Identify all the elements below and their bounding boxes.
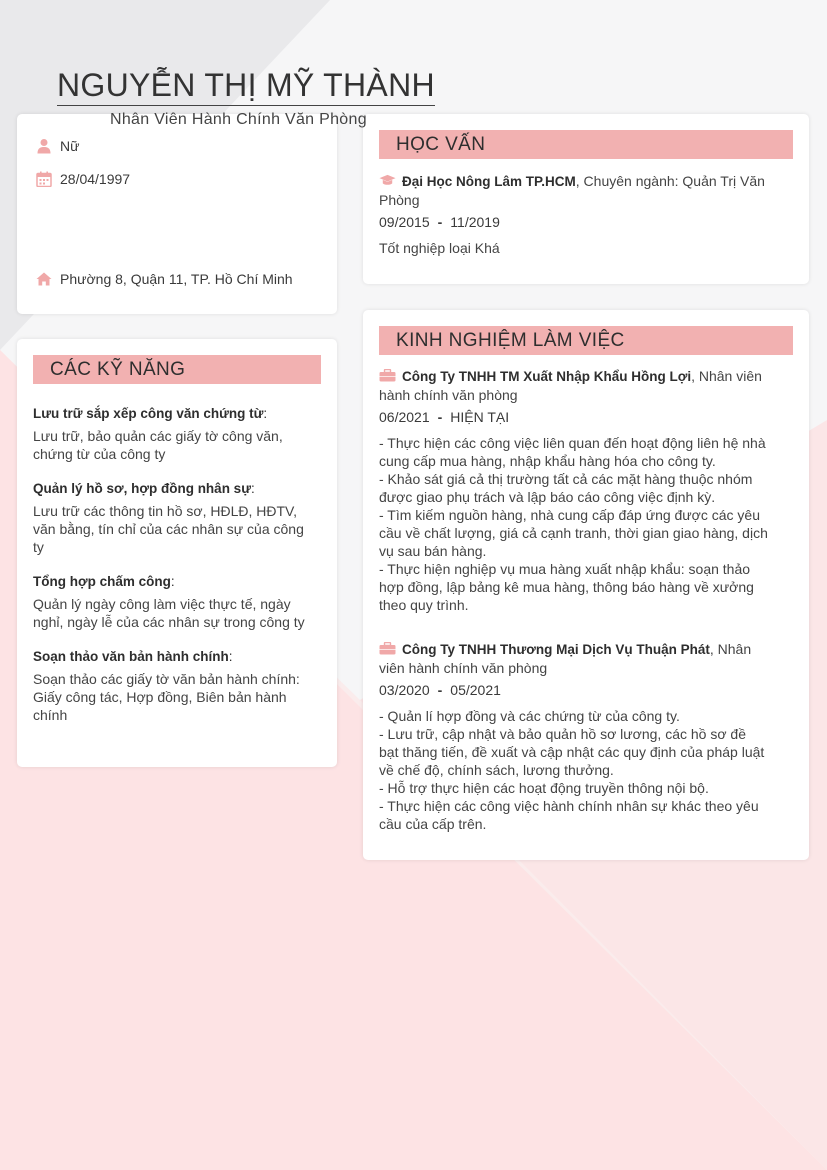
skills-card xyxy=(17,339,337,767)
birthdate-value: 28/04/1997 xyxy=(60,171,131,187)
duty-line: - Lưu trữ, cập nhật và bảo quản hồ sơ lương, các hồ sơ đề bạt thăng tiến, đề xuất và cập nhật các quy định của pháp luật về chế độ, chính sách, lương thưởng. xyxy=(379,726,765,778)
job-start: 03/2020 xyxy=(379,682,430,698)
briefcase-icon xyxy=(379,369,396,382)
education-major: , Chuyên ngành: Quản Trị Văn Phòng xyxy=(379,173,765,208)
home-icon xyxy=(36,271,52,287)
job-duties xyxy=(379,434,769,614)
experience-card xyxy=(363,310,809,860)
duty-line: - Khảo sát giá cả thị trường tất cả các mặt hàng thuộc nhóm được giao phụ trách và lập báo cáo công việc định kỳ. xyxy=(379,471,753,505)
user-icon xyxy=(36,138,52,154)
skill-name: Tổng hợp chấm công xyxy=(33,574,171,589)
skill-item: Lưu trữ sắp xếp công văn chứng từ: Lưu trữ, bảo quản các giấy tờ công văn, chứng từ của công ty xyxy=(33,405,313,463)
skill-description: Lưu trữ, bảo quản các giấy tờ công văn, chứng từ của công ty xyxy=(33,428,283,462)
personal-info-card xyxy=(17,114,337,314)
education-note: Tốt nghiệp loại Khá xyxy=(379,240,500,256)
job-duties xyxy=(379,707,769,833)
job-start: 06/2021 xyxy=(379,409,430,425)
job-position: , Nhân viên hành chính văn phòng xyxy=(379,368,762,403)
address-value: Phường 8, Quận 11, TP. Hồ Chí Minh xyxy=(60,271,293,287)
skill-name: Soạn thảo văn bản hành chính xyxy=(33,649,229,664)
skill-item: Soạn thảo văn bản hành chính: Soạn thảo các giấy tờ văn bản hành chính: Giấy công tác, Hợp đồng, Biên bản hành chính xyxy=(33,648,313,724)
school-name: Đại Học Nông Lâm TP.HCM xyxy=(402,174,576,189)
skill-description: Soạn thảo các giấy tờ văn bản hành chính: Giấy công tác, Hợp đồng, Biên bản hành chính xyxy=(33,671,300,723)
skill-description: Lưu trữ các thông tin hồ sơ, HĐLĐ, HĐTV, văn bằng, tín chỉ của các nhân sự của công ty xyxy=(33,503,304,555)
education-card xyxy=(363,114,809,284)
education-end: 11/2019 xyxy=(450,214,500,230)
job-dates: 03/2020 - 05/2021 xyxy=(379,682,501,698)
job-entry xyxy=(379,367,769,614)
skill-description: Quản lý ngày công làm việc thực tế, ngày nghỉ, ngày lễ của các nhân sự trong công ty xyxy=(33,596,305,630)
skill-item: Quản lý hồ sơ, hợp đồng nhân sự: Lưu trữ các thông tin hồ sơ, HĐLĐ, HĐTV, văn bằng, tín chỉ của các nhân sự của công ty xyxy=(33,480,313,556)
job-dates: 06/2021 - HIỆN TẠI xyxy=(379,409,510,425)
job-position: , Nhân viên hành chính văn phòng xyxy=(379,641,752,676)
job-end: HIỆN TẠI xyxy=(450,409,510,425)
skills-list xyxy=(33,405,313,741)
company-name: Công Ty TNHH TM Xuất Nhập Khẩu Hồng Lợi xyxy=(402,369,692,384)
calendar-icon xyxy=(36,171,52,187)
education-entry xyxy=(379,172,769,257)
duty-line: - Tìm kiếm nguồn hàng, nhà cung cấp đáp ứng được các yêu cầu về chất lượng, giá cả cạnh tranh, thời gian giao hàng, dịch vụ sau bán hàng. xyxy=(379,507,768,559)
gender-row xyxy=(36,138,79,154)
education-heading: HỌC VẤN xyxy=(379,130,793,159)
graduation-cap-icon xyxy=(379,174,396,187)
job-end: 05/2021 xyxy=(450,682,501,698)
duty-line: - Thực hiện các công việc liên quan đến hoạt động liên hệ nhà cung cấp mua hàng, nhập khẩu hàng hóa cho công ty. xyxy=(379,435,766,469)
skill-item: Tổng hợp chấm công: Quản lý ngày công làm việc thực tế, ngày nghỉ, ngày lễ của các nhân sự trong công ty xyxy=(33,573,313,631)
job-entry xyxy=(379,640,769,833)
gender-value: Nữ xyxy=(60,138,80,154)
company-name: Công Ty TNHH Thương Mại Dịch Vụ Thuận Phát xyxy=(402,642,710,657)
duty-line: - Thực hiện nghiệp vụ mua hàng xuất nhập khẩu: soạn thảo hợp đồng, lập bảng kê mua hàng, thông báo hàng về xưởng theo quy trình. xyxy=(379,561,754,613)
skill-name: Lưu trữ sắp xếp công văn chứng từ xyxy=(33,406,264,421)
duty-line: - Quản lí hợp đồng và các chứng từ của công ty. xyxy=(379,708,680,724)
birthdate-row xyxy=(36,171,130,187)
education-start: 09/2015 xyxy=(379,214,430,230)
briefcase-icon xyxy=(379,642,396,655)
candidate-name: NGUYỄN THỊ MỸ THÀNH xyxy=(57,66,435,106)
candidate-role: Nhân Viên Hành Chính Văn Phòng xyxy=(110,111,367,128)
address-row xyxy=(36,271,293,287)
skill-name: Quản lý hồ sơ, hợp đồng nhân sự xyxy=(33,481,251,496)
duty-line: - Thực hiện các công việc hành chính nhân sự khác theo yêu cầu của cấp trên. xyxy=(379,798,759,832)
duty-line: - Hỗ trợ thực hiện các hoạt động truyền thông nội bộ. xyxy=(379,780,709,796)
experience-heading: KINH NGHIỆM LÀM VIỆC xyxy=(379,326,793,355)
education-dates: 09/2015 - 11/2019 xyxy=(379,214,500,230)
skills-heading: CÁC KỸ NĂNG xyxy=(33,355,321,384)
